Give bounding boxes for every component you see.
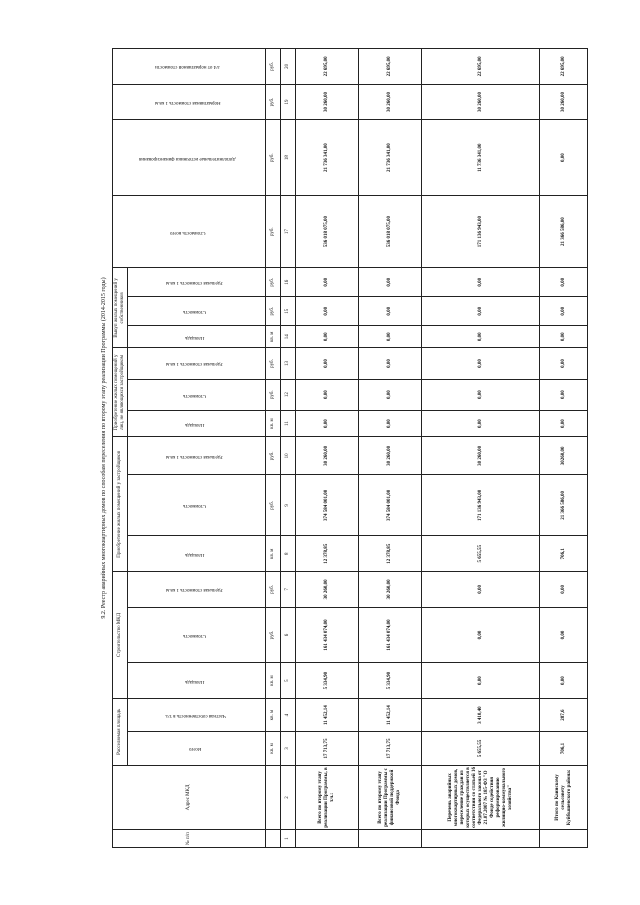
unit-cell: руб. — [266, 268, 281, 297]
column-number-cell: 13 — [281, 348, 296, 379]
value-cell: 0,00 — [296, 379, 359, 410]
row-number-cell — [296, 830, 359, 848]
value-cell: 0,00 — [422, 572, 540, 608]
group-header-redemption: Выкуп жилых помещений у собственников — [113, 268, 128, 348]
value-cell: 161 434 074,00 — [296, 607, 359, 663]
value-cell: 11 452,14 — [296, 698, 359, 731]
column-number-cell: 19 — [281, 84, 296, 120]
col-header-sub: Удельная стоимость 1 кв.м — [128, 268, 266, 297]
value-cell: 30260,00 — [540, 437, 588, 475]
unit-cell-empty — [266, 830, 281, 848]
value-cell: 30 260,00 — [296, 437, 359, 475]
value-cell: 374 584 001,00 — [296, 475, 359, 536]
value-cell: 0,00 — [540, 297, 588, 326]
column-number-cell: 14 — [281, 326, 296, 348]
row-label: Перечень аварийных многоквартирных домов, переселение граждан из которых осуществляется в соответствии со статьей 16 Федерального закона от 21.07.2007 № 185-ФЗ "О Фонде содействия реформированию жилищно-коммунального хозяйства" — [422, 765, 540, 830]
row-label: Итого по Каинскому сельсовету Куйбышевского района: — [540, 765, 588, 830]
value-cell: 30 260,00 — [540, 84, 588, 120]
value-cell: 21 736 341,00 — [359, 120, 422, 196]
unit-cell: руб. — [266, 120, 281, 196]
value-cell: 536 018 075,00 — [359, 196, 422, 268]
unit-cell: руб. — [266, 379, 281, 410]
col-header-address: Адрес МКД — [113, 765, 266, 830]
value-cell: 30 260,00 — [296, 84, 359, 120]
value-cell: 0,00 — [540, 120, 588, 196]
value-cell: 0,00 — [540, 572, 588, 608]
value-cell: 0,00 — [359, 268, 422, 297]
col-header-sub: Площадь — [128, 536, 266, 572]
value-cell: 0,00 — [296, 297, 359, 326]
unit-cell: руб. — [266, 437, 281, 475]
column-number-cell: 3 — [281, 732, 296, 765]
value-cell: 5 334,90 — [296, 663, 359, 699]
unit-cell: кв. м — [266, 698, 281, 731]
row-label: Всего по второму этапу реализации Программы с финансовой поддержкой Фонда — [359, 765, 422, 830]
table-row — [359, 49, 422, 848]
col-header-sub: Площадь — [128, 663, 266, 699]
row-number-cell — [422, 830, 540, 848]
value-cell: 0,00 — [422, 326, 540, 348]
value-cell: 30 260,00 — [359, 437, 422, 475]
row-number-cell — [540, 830, 588, 848]
value-cell: 0,00 — [540, 607, 588, 663]
unit-cell: кв. м — [266, 663, 281, 699]
unit-cell: руб. — [266, 348, 281, 379]
value-cell: 22 695,00 — [359, 49, 422, 85]
column-number-cell: 5 — [281, 663, 296, 699]
unit-cell: руб. — [266, 84, 281, 120]
table-row — [422, 49, 540, 848]
value-cell: 5 655,55 — [422, 536, 540, 572]
col-header-no: № п/п — [113, 830, 266, 848]
value-cell: 0,00 — [540, 326, 588, 348]
unit-cell: кв. м — [266, 326, 281, 348]
value-cell: 0,00 — [422, 663, 540, 699]
value-cell: 0,00 — [359, 410, 422, 437]
column-number-cell: 12 — [281, 379, 296, 410]
value-cell: 3 410,40 — [422, 698, 540, 731]
column-number-cell: 20 — [281, 49, 296, 85]
col-header-sub: Площадь — [128, 326, 266, 348]
value-cell: 30 260,00 — [296, 572, 359, 608]
value-cell: 0,00 — [359, 297, 422, 326]
value-cell: 5 334,90 — [359, 663, 422, 699]
value-cell: 22 695,00 — [422, 49, 540, 85]
registry-table — [112, 48, 588, 848]
group-header-resettlement: Расселяемая площадь — [113, 698, 128, 765]
value-cell: 22 695,00 — [296, 49, 359, 85]
unit-cell: кв. м — [266, 410, 281, 437]
value-cell: 12 378,85 — [296, 536, 359, 572]
value-cell: 287,6 — [540, 698, 588, 731]
value-cell: 0,00 — [422, 297, 540, 326]
unit-cell: руб. — [266, 196, 281, 268]
column-number-cell: 17 — [281, 196, 296, 268]
row-number-cell — [359, 830, 422, 848]
value-cell: 0,00 — [359, 326, 422, 348]
value-cell: 0,00 — [422, 348, 540, 379]
group-header-construction: Строительство МКД — [113, 572, 128, 699]
value-cell: 171 136 943,00 — [422, 475, 540, 536]
group-header-acquisition-nondeveloper: Приобретение жилых помещений у лиц, не являющихся застройщиком — [113, 348, 128, 437]
value-cell: 0,00 — [540, 268, 588, 297]
value-cell: 161 434 074,00 — [359, 607, 422, 663]
value-cell: 30 260,00 — [422, 437, 540, 475]
unit-cell: руб. — [266, 49, 281, 85]
col-header-normative-cost: Нормативная стоимость 1 кв.м — [113, 84, 266, 120]
col-header-three-quarters: 3/4 от нормативной стоимости — [113, 49, 266, 85]
col-header-sub: Удельная стоимость 1 кв.м — [128, 437, 266, 475]
value-cell: 30 260,00 — [422, 84, 540, 120]
col-header-sub: Стоимость — [128, 607, 266, 663]
value-cell: 0,00 — [422, 268, 540, 297]
unit-cell: руб. — [266, 475, 281, 536]
value-cell: 22 695,00 — [540, 49, 588, 85]
col-header-sub: Всего — [128, 732, 266, 765]
value-cell: 0,00 — [359, 348, 422, 379]
col-header-additional-sources: Дополнительные источники финансирования — [113, 120, 266, 196]
value-cell: 0,00 — [359, 379, 422, 410]
value-cell: 5 655,55 — [422, 732, 540, 765]
unit-cell: кв. м — [266, 536, 281, 572]
value-cell: 0,00 — [540, 663, 588, 699]
value-cell: 0,00 — [540, 410, 588, 437]
table-row — [540, 49, 588, 848]
value-cell: 30 260,00 — [359, 572, 422, 608]
col-header-sub: Удельная стоимость 1 кв.м — [128, 348, 266, 379]
group-header-acquisition-developer: Приобретение жилых помещений у застройщиков — [113, 437, 128, 572]
value-cell: 21 736 341,00 — [296, 120, 359, 196]
value-cell: 171 136 943,00 — [422, 196, 540, 268]
column-number-cell: 11 — [281, 410, 296, 437]
col-header-sub: Частная собственность в т.ч. — [128, 698, 266, 731]
unit-cell: руб. — [266, 297, 281, 326]
column-number-cell: 1 — [281, 830, 296, 848]
column-number-cell: 7 — [281, 572, 296, 608]
row-label: Всего по второму этапу реализации Программы, в т.ч.: — [296, 765, 359, 830]
unit-cell: руб. — [266, 607, 281, 663]
column-number-cell: 8 — [281, 536, 296, 572]
column-number-cell: 15 — [281, 297, 296, 326]
column-number-cell: 2 — [281, 765, 296, 830]
table-row — [296, 49, 359, 848]
value-cell: 12 378,85 — [359, 536, 422, 572]
unit-cell: кв. м — [266, 732, 281, 765]
value-cell: 17 713,75 — [296, 732, 359, 765]
value-cell: 0,00 — [296, 326, 359, 348]
value-cell: 0,00 — [296, 410, 359, 437]
unit-cell-empty — [266, 765, 281, 830]
value-cell: 30 260,00 — [359, 84, 422, 120]
col-header-sub: Стоимость — [128, 297, 266, 326]
col-header-sub: Стоимость — [128, 475, 266, 536]
column-number-cell: 18 — [281, 120, 296, 196]
value-cell: 0,00 — [296, 268, 359, 297]
value-cell: 0,00 — [296, 348, 359, 379]
col-header-sub: Стоимость — [128, 379, 266, 410]
column-number-cell: 6 — [281, 607, 296, 663]
value-cell: 0,00 — [422, 410, 540, 437]
col-header-sub: Площадь — [128, 410, 266, 437]
value-cell: 536 018 075,00 — [296, 196, 359, 268]
value-cell: 374 584 001,00 — [359, 475, 422, 536]
value-cell: 0,00 — [540, 379, 588, 410]
value-cell: 0,00 — [422, 379, 540, 410]
col-header-cost-total: Стоимость всего — [113, 196, 266, 268]
value-cell: 0,00 — [540, 348, 588, 379]
column-number-cell: 4 — [281, 698, 296, 731]
unit-cell: руб. — [266, 572, 281, 608]
value-cell: 0,00 — [422, 607, 540, 663]
col-header-sub: Удельная стоимость 1 кв.м — [128, 572, 266, 608]
value-cell: 706,1 — [540, 732, 588, 765]
column-number-cell: 9 — [281, 475, 296, 536]
column-number-cell: 16 — [281, 268, 296, 297]
value-cell: 21 366 586,00 — [540, 475, 588, 536]
value-cell: 21 366 586,00 — [540, 196, 588, 268]
value-cell: 17 713,75 — [359, 732, 422, 765]
document-title: 9.2. Реестр аварийных многоквартирных домов по способам переселения по второму этапу реализации Программы (2014-2015 годы) — [101, 277, 107, 619]
value-cell: 11 736 341,00 — [422, 120, 540, 196]
value-cell: 706,1 — [540, 536, 588, 572]
column-number-cell: 10 — [281, 437, 296, 475]
value-cell: 11 452,14 — [359, 698, 422, 731]
rotated-landscape-sheet — [98, 38, 618, 858]
